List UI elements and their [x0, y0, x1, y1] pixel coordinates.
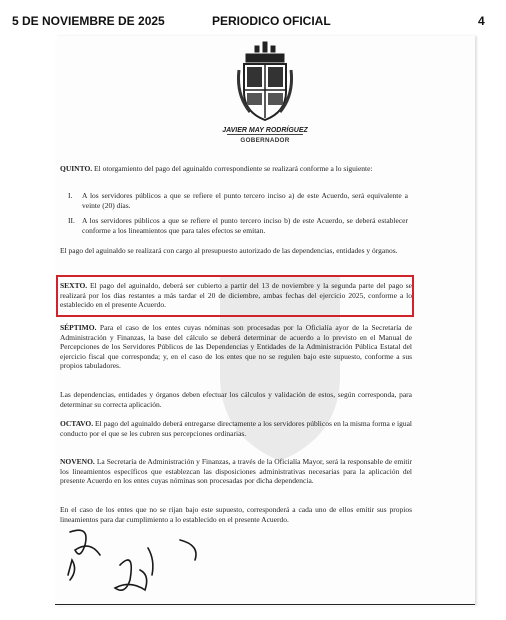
- item-number: I.: [68, 191, 73, 200]
- octavo-paragraph: [60, 419, 412, 438]
- noveno-text: La Secretaría de Administración y Finanzas, a través de la Oficialía Mayor, será la responsable de emitir los lineamientos específicos que establezcan las disposiciones administrativas necesarias para la aplicación del presente Acuerdo en los entes cuyas nóminas son procesadas por dicha dependencia.: [60, 457, 412, 486]
- closing-paragraph: En el caso de los entes que no se rijan bajo este supuesto, corresponderá a cada uno de ellos emitir sus propios lineamientos para dar cumplimiento a lo establecido en el presente Acuerdo.: [60, 505, 412, 524]
- item-number: II.: [68, 216, 75, 225]
- governor-role: GOBERNADOR: [240, 137, 290, 144]
- governor-name: JAVIER MAY RODRÍGUEZ: [222, 127, 308, 134]
- quinto-label: QUINTO.: [60, 164, 93, 173]
- item-text: A los servidores públicos a que se refiere el punto tercero inciso a) de este Acuerdo, será equivalente a veinte (20) días.: [82, 191, 408, 210]
- quinto-paragraph: [60, 164, 412, 174]
- handwritten-signature-icon: [60, 520, 230, 600]
- quinto-text: El otorgamiento del pago del aguinaldo correspondiente se realizará conforme a lo siguiente:: [92, 164, 373, 173]
- septimo-paragraph: [60, 323, 412, 371]
- footer-rule: [55, 604, 475, 605]
- divider-line: [227, 134, 303, 135]
- noveno-paragraph: [60, 457, 412, 486]
- header-page-number: 4: [478, 14, 485, 28]
- sexto-paragraph: [60, 281, 412, 310]
- octavo-text: El pago del aguinaldo deberá entregarse directamente a los servidores públicos en la misma forma e igual conducto por el que se les cubren sus percepciones ordinarias.: [60, 419, 412, 438]
- item-text: A los servidores públicos a que se refiere el punto tercero inciso b) de este Acuerdo, se deberá establecer conforme a los lineamientos que para tales efectos se emitan.: [82, 216, 408, 235]
- septimo-text: Para el caso de los entes cuyas nóminas son procesadas por la Oficialía ayor de la Secretaría de Administración y Finanzas, la base del cálculo se deberá determinar de acuerdo a lo previsto en el Manual de Percepciones de los Servidores Públicos de las Dependencias y Entidades de la Administración Pública Estatal del ejercicio fiscal que corresponda; y, en el caso de los entes que no se regulen bajo este supuesto, conforme a sus propios tabuladores.: [60, 323, 412, 371]
- header-date: 5 DE NOVIEMBRE DE 2025: [12, 14, 165, 28]
- dependencies-paragraph: Las dependencias, entidades y órganos deben efectuar los cálculos y validación de estos, según corresponda, para determinar su correcta aplicación.: [60, 390, 412, 409]
- sexto-text: El pago del aguinaldo, deberá ser cubierto a partir del 13 de noviembre y la segunda parte del pago se realizará por los días restantes a más tardar el 20 de diciembre, ambas fechas del ejercicio 2025, conforme a lo establecido en el presente Acuerdo.: [60, 281, 412, 310]
- state-coat-of-arms-icon: [236, 40, 294, 122]
- octavo-label: OCTAVO.: [60, 419, 94, 428]
- header-title: PERIODICO OFICIAL: [212, 14, 331, 28]
- newspaper-header: [0, 8, 506, 30]
- sexto-label: SEXTO.: [60, 281, 88, 290]
- noveno-label: NOVENO.: [60, 457, 95, 466]
- septimo-label: SÉPTIMO.: [60, 323, 97, 332]
- budget-paragraph: El pago del aguinaldo se realizará con cargo al presupuesto autorizado de las dependencias, entidades y órganos.: [60, 246, 398, 255]
